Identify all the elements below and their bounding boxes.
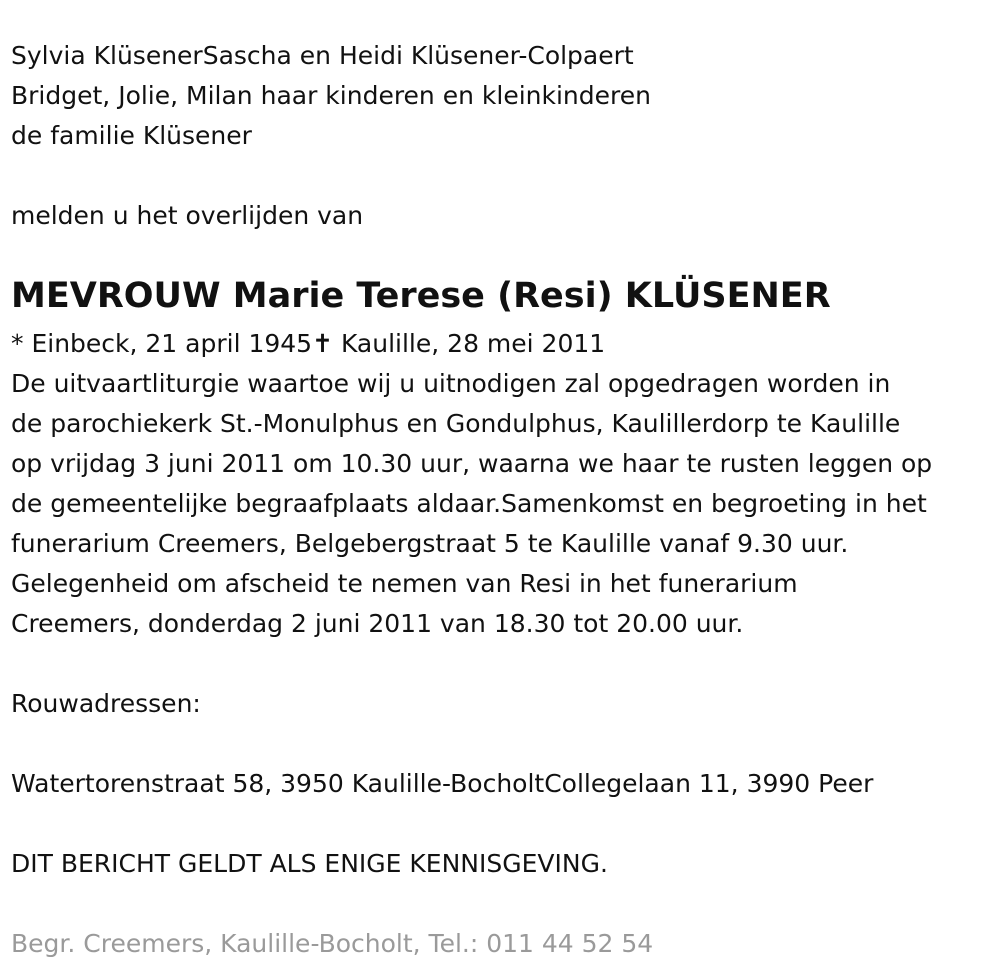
body-line-7: Creemers, donderdag 2 juni 2011 van 18.30 tot 20.00 uur. — [11, 609, 744, 638]
body-line-4: de gemeentelijke begraafplaats aldaar.Samenkomst en begroeting in het — [11, 489, 927, 518]
addresses-label: Rouwadressen: — [11, 689, 201, 718]
body-line-3: op vrijdag 3 juni 2011 om 10.30 uur, waarna we haar te rusten leggen op — [11, 449, 933, 478]
body-line-1: De uitvaartliturgie waartoe wij u uitnodigen zal opgedragen worden in — [11, 369, 891, 398]
body-line-2: de parochiekerk St.-Monulphus en Gondulphus, Kaulillerdorp te Kaulille — [11, 409, 901, 438]
family-line-3: de familie Klüsener — [11, 121, 252, 150]
family-line-1: Sylvia KlüsenerSascha en Heidi Klüsener-Colpaert — [11, 41, 634, 70]
body-line-6: Gelegenheid om afscheid te nemen van Resi in het funerarium — [11, 569, 798, 598]
deceased-name: MEVROUW Marie Terese (Resi) KLÜSENER — [11, 276, 831, 316]
birth-death-line: * Einbeck, 21 april 1945✝ Kaulille, 28 mei 2011 — [11, 329, 606, 358]
intro-text: melden u het overlijden van — [11, 201, 364, 230]
body-line-5: funerarium Creemers, Belgebergstraat 5 te Kaulille vanaf 9.30 uur. — [11, 529, 849, 558]
family-line-2: Bridget, Jolie, Milan haar kinderen en kleinkinderen — [11, 81, 651, 110]
funeral-home-footer: Begr. Creemers, Kaulille-Bocholt, Tel.: 011 44 52 54 — [11, 929, 654, 958]
addresses-text: Watertorenstraat 58, 3950 Kaulille-BocholtCollegelaan 11, 3990 Peer — [11, 769, 874, 798]
notice-text: DIT BERICHT GELDT ALS ENIGE KENNISGEVING. — [11, 849, 608, 878]
